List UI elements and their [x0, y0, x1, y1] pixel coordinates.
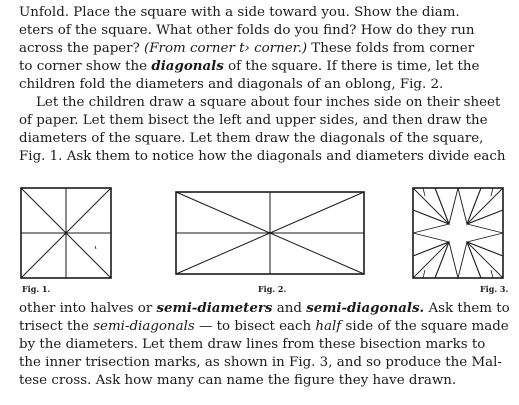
text-line — [19, 300, 510, 317]
emphasis-span: diagonals — [151, 58, 224, 74]
text-span: and — [272, 301, 307, 316]
text-span: across the paper? — [19, 41, 145, 56]
figure-1-diagram — [19, 186, 113, 280]
text-line: Unfold. Place the square with a side toward you. Show the diam. — [19, 5, 460, 20]
text-span: — to bisect each — [194, 319, 316, 334]
figure-2-diagram — [174, 190, 366, 276]
italic-span: (From corner t› corner.) — [144, 41, 308, 56]
text-span: of the square. If there is time, let the — [223, 59, 480, 74]
text-span: other into halves or — [19, 301, 157, 316]
text-span: to corner show the — [19, 59, 152, 74]
text-span: Ask them to — [424, 301, 510, 316]
text-line: tese cross. Ask how many can name the figure they have drawn. — [19, 373, 457, 388]
figure-3-diagram — [411, 186, 505, 280]
text-line: children fold the diameters and diagonals of an oblong, Fig. 2. — [19, 77, 444, 92]
text-line: Let the children draw a square about four inches side on their sheet — [36, 95, 501, 110]
figure-3-caption: Fig. 3. — [480, 284, 509, 294]
text-span: trisect the — [19, 319, 94, 334]
text-line: Fig. 1. Ask them to notice how the diagonals and diameters divide each — [19, 149, 506, 164]
text-line: eters of the square. What other folds do you find? How do they run — [19, 23, 475, 38]
text-line — [19, 318, 509, 335]
text-line: by the diameters. Let them draw lines from these bisection marks to — [19, 337, 486, 352]
figure-1-caption: Fig. 1. — [22, 284, 51, 294]
text-line — [19, 40, 474, 57]
emphasis-span: semi-diagonals. — [306, 300, 425, 316]
text-line: diameters of the square. Let them draw the diagonals of the square, — [19, 131, 484, 146]
text-line: of paper. Let them bisect the left and upper sides, and then draw the — [19, 113, 488, 128]
italic-span: half — [315, 319, 342, 334]
text-line: the inner trisection marks, as shown in Fig. 3, and so produce the Mal- — [19, 355, 502, 370]
text-span: side of the square made — [341, 319, 509, 334]
italic-span: semi-diagonals — [93, 319, 195, 334]
text-span: These folds from corner — [307, 41, 475, 56]
emphasis-span: semi-diameters — [156, 300, 273, 316]
figure-2-caption: Fig. 2. — [258, 284, 287, 294]
text-line — [19, 58, 479, 75]
